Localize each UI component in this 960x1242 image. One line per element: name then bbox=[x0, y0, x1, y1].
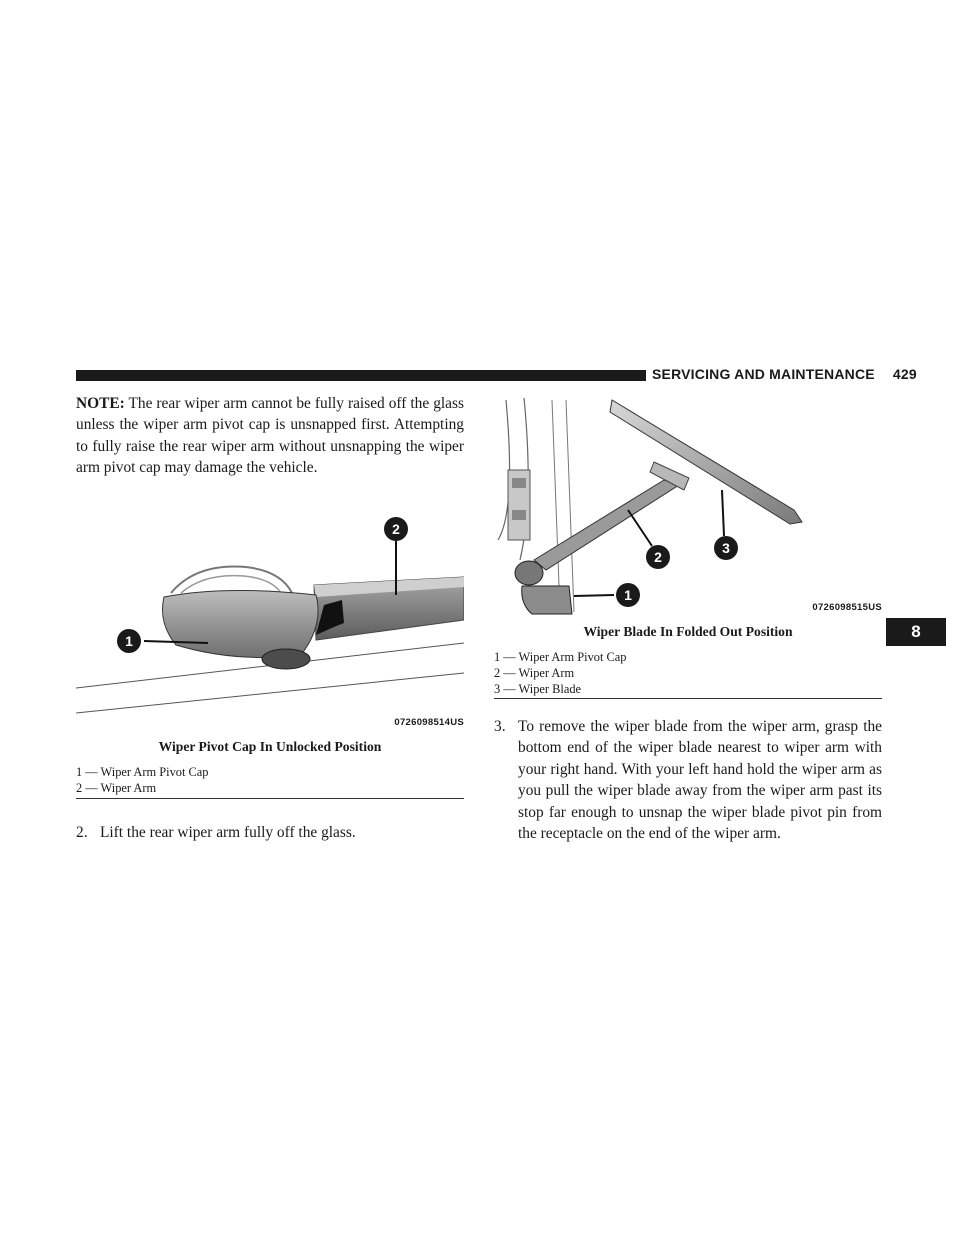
callout-2: 2 bbox=[654, 549, 662, 565]
page-number: 429 bbox=[892, 366, 917, 382]
step-text: Lift the rear wiper arm fully off the glass. bbox=[100, 824, 356, 841]
legend-rule bbox=[76, 798, 464, 799]
figure-wiper-blade-folded bbox=[494, 390, 882, 615]
step-number: 2. bbox=[76, 824, 88, 841]
legend-rule bbox=[494, 698, 882, 699]
figure-code: 0726098515US bbox=[812, 602, 882, 613]
step-number: 3. bbox=[494, 718, 506, 735]
callout-1: 1 bbox=[624, 587, 632, 603]
legend-item: 1 — Wiper Arm Pivot Cap bbox=[494, 650, 627, 664]
note-label: NOTE: bbox=[76, 395, 125, 412]
legend-item: 1 — Wiper Arm Pivot Cap bbox=[76, 765, 209, 779]
legend-item: 2 — Wiper Arm bbox=[494, 666, 575, 680]
note-text: The rear wiper arm cannot be fully raised off the glass unless the wiper arm pivot cap is unsnapped first. Attempting to fully raise the rear wiper arm without unsnapping the wiper arm pivot cap may damage the vehicle. bbox=[76, 395, 464, 477]
figure-caption: Wiper Blade In Folded Out Position bbox=[583, 624, 793, 639]
figure-code: 0726098514US bbox=[394, 717, 464, 728]
chapter-tab: 8 bbox=[886, 618, 946, 646]
step-text: To remove the wiper blade from the wiper arm, grasp the bottom end of the wiper blade nearest to wiper arm with your right hand. With your left hand hold the wiper arm as you pull the wiper blade away from the wiper arm past its stop far enough to unsnap the wiper blade pivot pin from the receptacle on the end of the wiper arm. bbox=[518, 718, 882, 843]
wiper-blade-illustration bbox=[494, 390, 882, 615]
step-item bbox=[76, 822, 464, 843]
wiper-pivot-cap-illustration bbox=[76, 505, 464, 730]
legend-item: 3 — Wiper Blade bbox=[494, 682, 582, 696]
legend-item: 2 — Wiper Arm bbox=[76, 781, 157, 795]
section-title: SERVICING AND MAINTENANCE bbox=[652, 366, 875, 382]
header-rule bbox=[76, 370, 646, 381]
note-paragraph bbox=[76, 393, 464, 479]
callout-2: 2 bbox=[392, 521, 400, 537]
figure-wiper-pivot-cap bbox=[76, 505, 464, 730]
step-item bbox=[494, 716, 882, 844]
callout-1: 1 bbox=[125, 633, 133, 649]
figure-caption: Wiper Pivot Cap In Unlocked Position bbox=[158, 739, 382, 754]
note-block bbox=[76, 393, 464, 479]
callout-3: 3 bbox=[722, 540, 730, 556]
running-header bbox=[652, 366, 917, 382]
